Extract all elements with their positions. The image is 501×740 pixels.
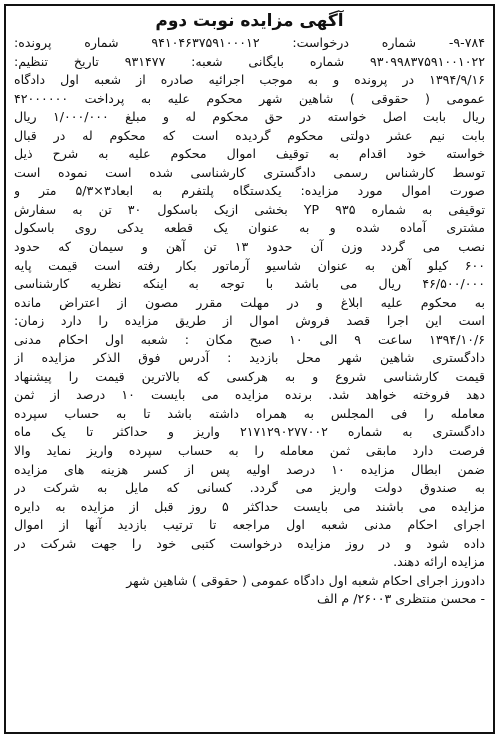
notice-body-line: ۱۳۹۴/۱۰/۶ ساعت ۹ الی ۱۰ صبح مکان : شعبه اول احکام مدنی [14,331,485,347]
notice-body-line: مشتری آماده شده و به عنوان یک قطعه یدکی روی باسکول [14,220,485,236]
notice-body-line: ۹۳۰۹۹۸۳۷۵۹۱۰۰۱۰۲۲ شماره بایگانی شعبه: ۹۳۱۴۷۷ تاریخ تنظیم: [14,53,485,69]
notice-body-line: توسط کارشناس رسمی دادگستری کارشناسی شده است نموده است [14,164,485,180]
notice-body-line: دادگستری به شماره ۲۱۷۱۲۹۰۲۷۷۰۰۲ واریز و حداکثر تا یک ماه [14,424,485,440]
notice-body-line: فرصت دارد مابقی ثمن معامله را به حساب سپرده واریز نماید والا [14,443,485,459]
notice-signature [14,572,485,609]
notice-body-line: ۱۳۹۴/۹/۱۶ در پرونده و به موجب اجرائیه صادره از شعبه اول دادگاه [14,72,485,88]
notice-body-line: ۶۰۰ کیلو آهن به عنوان شاسیو آرماتور بکار رفته است قیمت پایه [14,257,485,273]
notice-body-line: معامله را فی المجلس به همراه داشته باشد تا به حساب سپرده [14,405,485,421]
notice-body-line: عمومی ( حقوقی ) شاهین شهر محکوم علیه به پرداخت ۴۲۰۰۰۰۰۰ [14,90,485,106]
signature-line: - محسن منتظری ۲۶۰۰۳/ م الف [317,591,485,607]
signature-line: دادورز اجرای احکام شعبه اول دادگاه عمومی ( حقوقی ) شاهین شهر [126,572,485,588]
notice-body-line: ۹-۷۸۴- شماره درخواست: ۹۴۱۰۴۶۳۷۵۹۱۰۰۰۱۲ شماره پرونده: [14,35,485,50]
notice-body-line: مزایده ارائه دهند. [393,554,485,570]
notice-body-line: است این اجرا قصد فروش اموال از طریق مزایده را دارد زمان: [14,313,485,329]
notice-body-line: به محکوم علیه ابلاغ و در مهلت مقرر مصون از اعتراض مانده [14,294,485,310]
notice-body-line: بابت نیم عشر دولتی محکوم گردیده است که محکوم له در قبال [14,127,485,143]
notice-body-line: نصب می گردد وزن آن حدود ۱۳ تن آهن و سیمان که حدود [14,239,485,255]
notice-body-line: توقیفی به شماره ۹۳۵ YP بخشی ازیک باسکول ۳۰ تن به سفارش [14,201,485,217]
notice-body-line: ۴۶/۵۰۰/۰۰۰ ریال می باشد با توجه به اینکه نظریه کارشناسی [14,276,485,292]
notice-title: آگهی مزایده نوبت دوم [155,11,344,31]
notice-body-line: دادگستری شاهین شهر محل بازدید : آدرس فوق الذکر مزایده از [14,350,485,366]
notice-body-line: داده شود و در روز مزایده درخواست کتبی خود را جهت شرکت در [14,535,485,551]
notice-body-line: صورت اموال مورد مزایده: یکدستگاه پلتفرم به ابعاد۳×۵/۳ متر و [14,183,485,199]
notice-body-line: قیمت کارشناسی شروع و به هرکسی که بالاترین قیمت را پیشنهاد [14,368,485,384]
notice-body-line: ضمن ابطال مزایده ۱۰ درصد اولیه پس از کسر هزینه های مزایده [14,461,485,477]
notice-body-line: دهد فروخته خواهد شد. برنده مزایده می بایست ۱۰ درصد از ثمن [14,387,485,403]
notice-body-line: اجرای احکام مدنی شعبه اول مراجعه تا ترتیب بازدید آنها از اموال [14,517,485,533]
notice-body [14,34,485,572]
notice-body-line: به صندوق دولت واریز می گردد. کسانی که مایل به شرکت در [14,480,485,496]
notice-body-line: ریال بابت اصل خواسته در حق محکوم له و مبلغ ۱/۰۰۰/۰۰۰ ریال [14,109,485,125]
notice-body-line: خواسته خود اقدام به توقیف اموال محکوم علیه به شرح ذیل [14,146,485,162]
auction-notice [4,4,495,734]
notice-body-line: مزایده می باشند می بایست حداکثر ۵ روز قبل از مزایده به دایره [14,498,485,514]
